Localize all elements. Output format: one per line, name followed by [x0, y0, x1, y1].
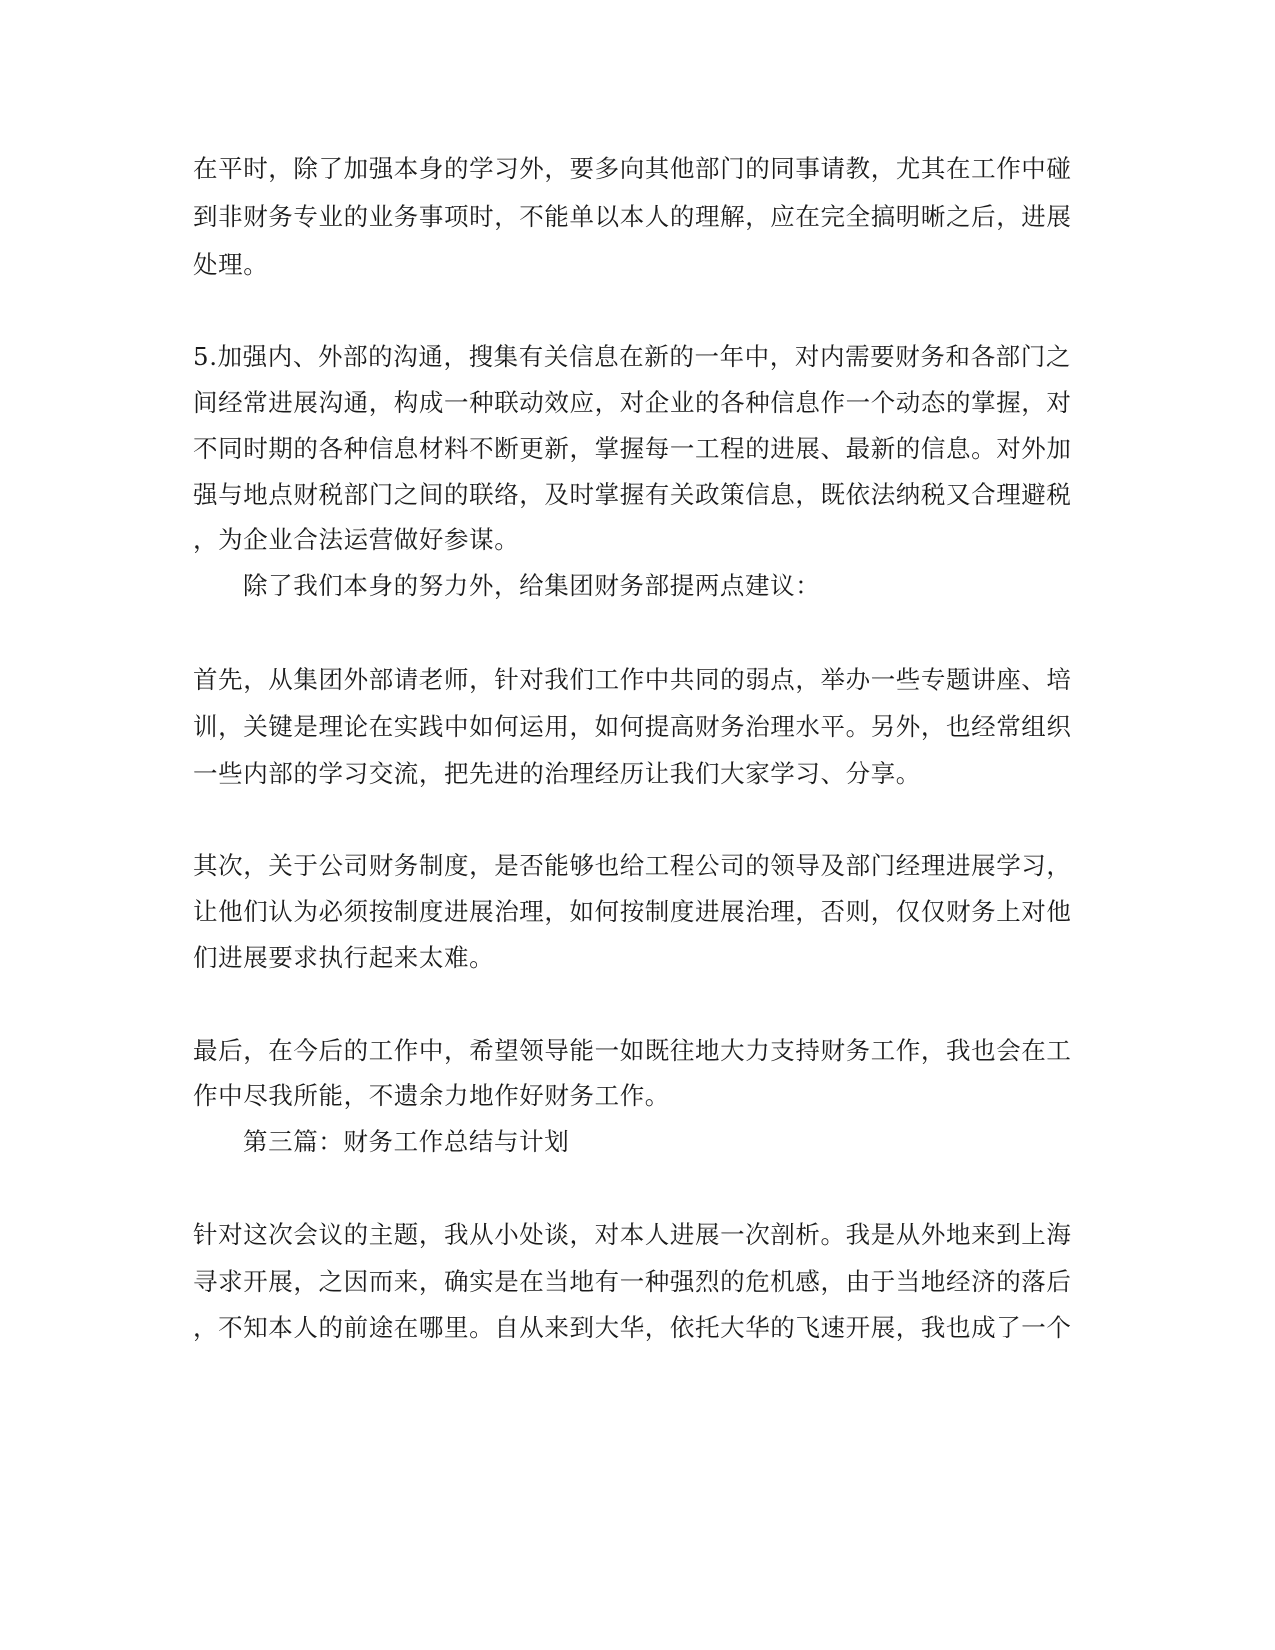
- paragraph-4-line-3: 们进展要求执行起来太难。: [193, 943, 495, 972]
- paragraph-3-line-3: 一些内部的学习交流，把先进的治理经历让我们大家学习、分享。: [193, 759, 921, 788]
- paragraph-2-line-2: 间经常进展沟通，构成一种联动效应，对企业的各种信息作一个动态的掌握，对: [193, 388, 1072, 417]
- paragraph-4-line-2: 让他们认为必须按制度进展治理，如何按制度进展治理，否则，仅仅财务上对他: [193, 897, 1072, 926]
- paragraph-1-line-1: 在平时，除了加强本身的学习外，要多向其他部门的同事请教，尤其在工作中碰: [193, 154, 1072, 183]
- paragraph-1-line-3: 处理。: [193, 250, 269, 279]
- paragraph-2-line-3: 不同时期的各种信息材料不断更新，掌握每一工程的进展、最新的信息。对外加: [193, 434, 1072, 463]
- paragraph-2-line-5: ，为企业合法运营做好参谋。: [193, 525, 520, 554]
- indented-paragraph-suggestions: 除了我们本身的努力外，给集团财务部提两点建议：: [243, 571, 821, 600]
- paragraph-6-line-3: ，不知本人的前途在哪里。自从来到大华，依托大华的飞速开展，我也成了一个: [193, 1313, 1072, 1342]
- paragraph-4-line-1: 其次，关于公司财务制度，是否能够也给工程公司的领导及部门经理进展学习，: [193, 851, 1072, 880]
- paragraph-5-line-1: 最后，在今后的工作中，希望领导能一如既往地大力支持财务工作，我也会在工: [193, 1036, 1072, 1065]
- paragraph-3-line-2: 训，关键是理论在实践中如何运用，如何提高财务治理水平。另外，也经常组织: [193, 712, 1072, 741]
- paragraph-6-line-2: 寻求开展，之因而来，确实是在当地有一种强烈的危机感，由于当地经济的落后: [193, 1267, 1072, 1296]
- paragraph-1-line-2: 到非财务专业的业务事项时，不能单以本人的理解，应在完全搞明晰之后，进展: [193, 202, 1072, 231]
- paragraph-6-line-1: 针对这次会议的主题，我从小处谈，对本人进展一次剖析。我是从外地来到上海: [193, 1220, 1072, 1249]
- paragraph-2-line-4: 强与地点财税部门之间的联络，及时掌握有关政策信息，既依法纳税又合理避税: [193, 480, 1072, 509]
- paragraph-2-line-1: 5.加强内、外部的沟通，搜集有关信息在新的一年中，对内需要财务和各部门之: [193, 342, 1071, 371]
- paragraph-3-line-1: 首先，从集团外部请老师，针对我们工作中共同的弱点，举办一些专题讲座、培: [193, 665, 1072, 694]
- section-heading: 第三篇：财务工作总结与计划: [243, 1127, 570, 1156]
- paragraph-5-line-2: 作中尽我所能，不遗余力地作好财务工作。: [193, 1081, 670, 1110]
